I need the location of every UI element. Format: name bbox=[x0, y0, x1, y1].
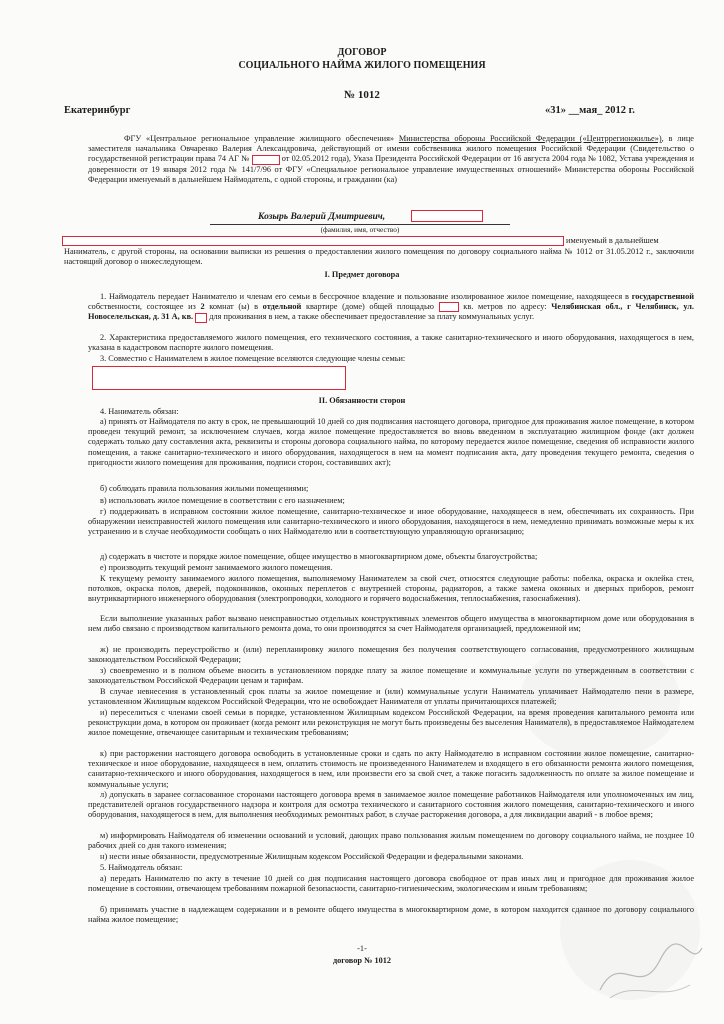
redacted-certificate-number bbox=[252, 155, 280, 165]
title-line-1: ДОГОВОР bbox=[337, 47, 387, 58]
page-number: -1- bbox=[357, 944, 367, 953]
section-2-heading: II. Обязанности сторон bbox=[318, 396, 406, 405]
clause-4-capital-repair: Если выполнение указанных работ вызвано неисправностью отдельных конструктивных элементов общего имущества в многоквартирном доме или оборудования в нем либо связано с производством капитального ремонта дома, то они производятся за счет Наймодателя организацией, предложенной им; bbox=[88, 614, 694, 634]
clause-4-penalty: В случае невнесения в установленный срок платы за жилое помещение и (или) коммунальные услуги Наниматель уплачивает Наймодателю пени в размере, установленном Жилищным кодексом Российской Федерации, что не освобождает Нанимателя от уплаты причитающихся платежей; bbox=[88, 687, 694, 707]
clause-5a: а) передать Нанимателю по акту в течение 10 дней со дня подписания настоящего договора свободное от прав иных лиц и пригодное для проживания жилое помещение в состоянии, отвечающем требованиям пожарной безопасности, санитарно-гигиеническим, экологическим и иным требованиям; bbox=[88, 874, 694, 894]
intro-continuation: именуемый в дальнейшем bbox=[566, 236, 659, 245]
clause-1: 1. Наймодатель передает Нанимателю и членам его семьи в бессрочное владение и пользование изолированное жилое помещение, находящееся в государственной собственности, состоящее из 2 комнат (ы) в отдельной квартире (доме) общей площадью кв. метров по адресу: Челябинская обл., г Челябинск, ул. Новоселельская, д. 31 А, кв. для проживания в нем, а также обеспечивает предоставление за плату коммунальных услуг. bbox=[88, 292, 694, 322]
redacted-apartment-number bbox=[195, 313, 207, 323]
clause-4-repair: К текущему ремонту занимаемого жилого помещения, выполняемому Нанимателем за свой счет, относятся следующие работы: побелка, окраска и оклейка стен, потолков, окраска полов, дверей, подоконников, оконных переплетов с внутренней стороны, радиаторов, а также замена оконных и дверных приборов, ремонт внутриквартирного инженерного оборудования (электропроводки, холодного и горячего водоснабжения, теплоснабжения, газоснабжения). bbox=[88, 574, 694, 604]
clause-4i: и) переселиться с членами своей семьи в порядке, установленном Жилищным кодексом Российской Федерации, на время проведения капитального ремонта или реконструкции дома, в котором он проживает (когда ремонт или реконструкция не могут быть произведены без выселения Нанимателя), в предоставляемое Наймодателем жилое помещение, отвечающее санитарным и техническим требованиям; bbox=[88, 708, 694, 738]
clause-4v: в) использовать жилое помещение в соответствии с его назначением; bbox=[100, 496, 345, 505]
redacted-tenant-info bbox=[62, 236, 564, 246]
intro-paragraph-2: Наниматель, с другой стороны, на основании выписки из решения о предоставлении жилого помещения по договору социального найма № 1012 от 31.05.2012 г., заключили настоящий договор о нижеследующем. bbox=[64, 247, 694, 267]
clause-4a: а) принять от Наймодателя по акту в срок, не превышающий 10 дней со дня подписания настоящего договора, пригодное для проживания жилое помещение, в котором проведен текущий ремонт, за исключением случаев, когда жилое помещение предоставляется во вновь введенном в эксплуатацию жилищном фонде (акт должен содержать только дату составления акта, реквизиты и стороны договора социального найма, по которому передается жилое помещение, сведения об исправности жилого помещения, а также санитарно-технического и иного оборудования, находящегося в нем на момент подписания акта, дату проведения текущего ремонта, сведения о пригодности жилого помещения для проживания, подписи сторон, составивших акт); bbox=[88, 417, 694, 467]
clause-4e: е) производить текущий ремонт занимаемого жилого помещения. bbox=[100, 563, 333, 572]
clause-4g: г) поддерживать в исправном состоянии жилое помещение, санитарно-техническое и иное оборудование, находящееся в нем, обеспечивать их сохранность. При обнаружении неисправностей жилого помещения или санитарно-технического и иного оборудования, находящегося в нем, немедленно принимать возможные меры к их устранению и в случае необходимости сообщать о них Наймодателю или в соответствующую управляющую организацию; bbox=[88, 507, 694, 537]
clause-4: 4. Наниматель обязан: bbox=[100, 407, 179, 416]
contract-number: № 1012 bbox=[344, 89, 380, 101]
clause-2: 2. Характеристика предоставляемого жилого помещения, его технического состояния, а также санитарно-технического и иного оборудования, находящегося в нем, указана в кадастровом паспорте жилого помещения. bbox=[88, 333, 694, 353]
redacted-tenant-detail bbox=[411, 210, 483, 222]
section-1-heading: I. Предмет договора bbox=[324, 270, 400, 279]
clause-4k: к) при расторжении настоящего договора освободить в установленные сроки и сдать по акту Наймодателю в исправном состоянии жилое помещение, санитарно-техническое и иное оборудование, находящееся в нем, оплатить стоимость не произведенного Нанимателем и входящего в его обязанности ремонта жилого помещения, санитарно-технического и иного оборудования, находящегося в нем, или произвести его за свой счет, а также погасить задолженность по оплате за жилое помещение и коммунальные услуги; bbox=[88, 749, 694, 789]
clause-5: 5. Наймодатель обязан: bbox=[100, 863, 183, 872]
clause-4d: д) содержать в чистоте и порядке жилое помещение, общее имущество в многоквартирном доме, объекты благоустройства; bbox=[100, 552, 538, 561]
redacted-area bbox=[439, 302, 459, 312]
clause-4n: н) нести иные обязанности, предусмотренные Жилищным кодексом Российской Федерации и федеральными законами. bbox=[100, 852, 524, 861]
clause-4z: з) своевременно и в полном объеме вносить в установленном порядке плату за жилое помещение и коммунальные услуги по утвержденным в соответствии с законодательством Российской Федерации ценам и тарифам. bbox=[88, 666, 694, 686]
clause-4m: м) информировать Наймодателя об изменении оснований и условий, дающих право пользования жилым помещением по договору социального найма, не позднее 10 рабочих дней со дня такого изменения; bbox=[88, 831, 694, 851]
city: Екатеринбург bbox=[64, 105, 131, 116]
clause-5b: б) принимать участие в надлежащем содержании и в ремонте общего имущества в многоквартирном доме, в котором находится сданное по договору социального найма жилое помещение; bbox=[88, 905, 694, 925]
clause-4zh: ж) не производить переустройство и (или) перепланировку жилого помещения без получения соответствующего согласования, предусмотренного жилищным законодательством Российской Федерации; bbox=[88, 645, 694, 665]
title-line-2: СОЦИАЛЬНОГО НАЙМА ЖИЛОГО ПОМЕЩЕНИЯ bbox=[238, 60, 486, 71]
redacted-family-members bbox=[92, 366, 346, 390]
footer-contract-ref: договор № 1012 bbox=[332, 956, 392, 965]
clause-4l: л) допускать в заранее согласованное сторонами настоящего договора время в занимаемое жилое помещение работников Наймодателя или уполномоченных им лиц, представителей органов государственного надзора и контроля для осмотра технического и санитарного состояния жилого помещения, санитарно-технического и иного оборудования, находящегося в нем, для выполнения необходимых ремонтных работ, в случае расторжения договора, а для ликвидации аварий - в любое время; bbox=[88, 790, 694, 820]
contract-date: «31» __мая_ 2012 г. bbox=[545, 105, 635, 116]
intro-paragraph: ФГУ «Центральное региональное управление жилищного обеспечения» Министерства обороны Российской Федерации («Центррегионжилье»), в лице заместителя начальника Овчаренко Валерия Александровича, действующий от имени собственника жилого помещения Российской Федерации (Свидетельство о государственной регистрации права 74 АГ № от 02.05.2012 года), Указа Президента Российской Федерации от 16 августа 2004 года № 1082, Устава учреждения и доверенности от 19 января 2012 года № 141/7/96 от ФГУ «Специальное региональное управление имущественных отношений» Министерства обороны Российской Федерации именуемый в дальнейшем Наймодатель, с одной стороны, и гражданин (ка) bbox=[88, 134, 694, 184]
signature-mark bbox=[590, 930, 710, 1010]
clause-4b: б) соблюдать правила пользования жилыми помещениями; bbox=[100, 484, 309, 493]
name-caption: (фамилия, имя, отчество) bbox=[320, 225, 400, 234]
tenant-name: Козырь Валерий Дмитриевич, bbox=[258, 212, 386, 222]
clause-3: 3. Совместно с Нанимателем в жилое помещение вселяются следующие члены семьи: bbox=[100, 354, 406, 363]
